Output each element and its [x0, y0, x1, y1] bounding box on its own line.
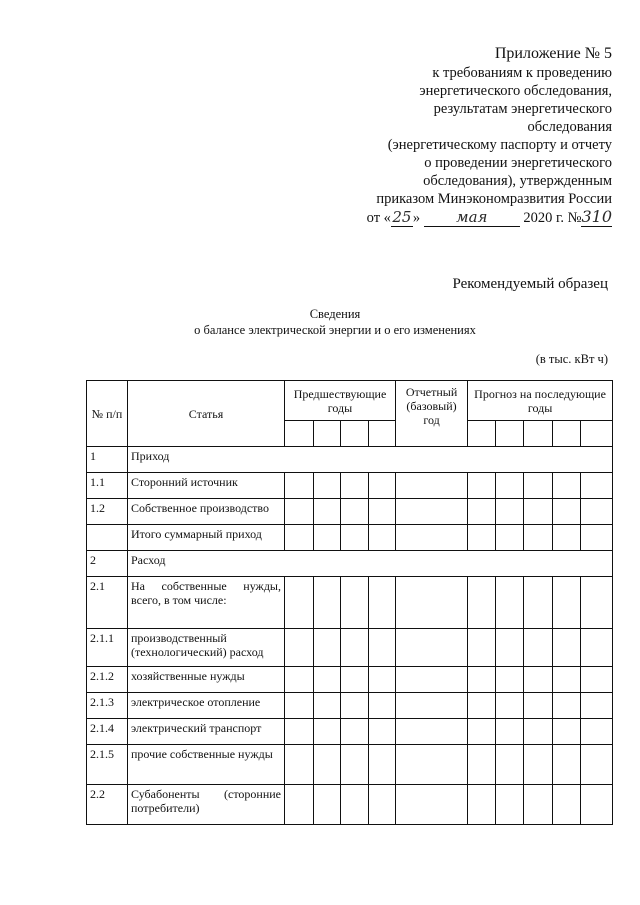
data-cell [553, 719, 581, 745]
row-number: 1.2 [87, 499, 128, 525]
data-cell [496, 577, 524, 629]
data-cell [341, 667, 369, 693]
row-number: 2.1.2 [87, 667, 128, 693]
data-cell [496, 667, 524, 693]
data-cell [468, 667, 496, 693]
data-cell [341, 473, 369, 499]
appendix-line: (энергетическому паспорту и отчету [387, 137, 612, 153]
appendix-line: обследования), утвержденным [423, 173, 612, 189]
data-cell [341, 499, 369, 525]
data-cell [468, 473, 496, 499]
order-month: мая [424, 208, 520, 227]
data-cell [524, 629, 553, 667]
data-cell [285, 525, 314, 551]
data-cell [314, 525, 341, 551]
data-cell [581, 577, 613, 629]
data-cell [468, 577, 496, 629]
data-cell [341, 745, 369, 785]
row-number: 2.2 [87, 785, 128, 825]
data-cell [496, 629, 524, 667]
row-label: электрический транспорт [128, 719, 285, 745]
data-cell [285, 577, 314, 629]
data-cell [396, 667, 468, 693]
data-cell [369, 667, 396, 693]
data-cell [468, 693, 496, 719]
data-cell [369, 629, 396, 667]
data-cell [581, 525, 613, 551]
data-cell [524, 577, 553, 629]
data-cell [468, 499, 496, 525]
data-cell [396, 577, 468, 629]
row-label: хозяйственные нужды [128, 667, 285, 693]
balance-table [86, 380, 613, 825]
year-cell [468, 421, 496, 447]
data-cell [369, 525, 396, 551]
data-cell [496, 693, 524, 719]
table-row [87, 473, 613, 499]
row-label: Собственное производство [128, 499, 285, 525]
data-cell [369, 693, 396, 719]
data-cell [496, 473, 524, 499]
table-row [87, 667, 613, 693]
data-cell [553, 745, 581, 785]
data-cell [396, 499, 468, 525]
row-label: На собственные нужды, всего, в том числе: [128, 577, 285, 629]
data-cell [341, 577, 369, 629]
data-cell [468, 785, 496, 825]
data-cell [581, 499, 613, 525]
data-cell [341, 525, 369, 551]
data-cell [285, 667, 314, 693]
table-row [87, 719, 613, 745]
data-cell [581, 473, 613, 499]
appendix-line: к требованиям к проведению [432, 65, 612, 81]
header-num: № п/п [87, 381, 128, 447]
row-label: Приход [128, 447, 613, 473]
data-cell [314, 719, 341, 745]
year-cell [553, 421, 581, 447]
data-cell [581, 745, 613, 785]
order-date-line [352, 208, 612, 227]
appendix-title: Приложение № 5 [494, 45, 612, 62]
data-cell [314, 629, 341, 667]
row-number: 2 [87, 551, 128, 577]
data-cell [285, 719, 314, 745]
data-cell [468, 525, 496, 551]
year-cell [314, 421, 341, 447]
year-cell [581, 421, 613, 447]
data-cell [553, 667, 581, 693]
row-number: 2.1.3 [87, 693, 128, 719]
data-cell [468, 719, 496, 745]
table-row [87, 577, 613, 629]
table-row [87, 499, 613, 525]
appendix-header [352, 44, 612, 227]
year-cell [496, 421, 524, 447]
data-cell [553, 473, 581, 499]
data-cell [396, 473, 468, 499]
order-number: 310 [581, 207, 612, 226]
data-cell [341, 629, 369, 667]
table-row [87, 693, 613, 719]
data-cell [553, 499, 581, 525]
data-cell [468, 745, 496, 785]
data-cell [396, 719, 468, 745]
data-cell [285, 693, 314, 719]
data-cell [285, 499, 314, 525]
table-row [87, 447, 613, 473]
row-label: электрическое отопление [128, 693, 285, 719]
table-row [87, 551, 613, 577]
data-cell [285, 785, 314, 825]
data-cell [396, 745, 468, 785]
row-label: Итого суммарный приход [128, 525, 285, 551]
data-cell [581, 719, 613, 745]
data-cell [285, 473, 314, 499]
table-row [87, 745, 613, 785]
data-cell [341, 785, 369, 825]
header-item: Статья [128, 381, 285, 447]
data-cell [396, 785, 468, 825]
table-row [87, 525, 613, 551]
row-label: прочие собственные нужды [128, 745, 285, 785]
data-cell [396, 525, 468, 551]
data-cell [369, 577, 396, 629]
data-cell [524, 785, 553, 825]
row-number [87, 525, 128, 551]
data-cell [496, 719, 524, 745]
row-number: 2.1 [87, 577, 128, 629]
appendix-line: энергетического обследования, [419, 83, 612, 99]
appendix-line: приказом Минэкономразвития России [376, 191, 612, 207]
data-cell [314, 473, 341, 499]
data-cell [314, 745, 341, 785]
data-cell [553, 577, 581, 629]
data-cell [369, 473, 396, 499]
data-cell [553, 525, 581, 551]
data-cell [496, 499, 524, 525]
document-title-line1: Сведения [309, 307, 361, 321]
order-date-mid: » [412, 210, 421, 226]
data-cell [496, 745, 524, 785]
data-cell [314, 667, 341, 693]
order-day: 25 [392, 208, 412, 226]
data-cell [314, 785, 341, 825]
data-cell [314, 577, 341, 629]
data-cell [524, 473, 553, 499]
data-cell [369, 745, 396, 785]
year-cell [524, 421, 553, 447]
data-cell [396, 629, 468, 667]
year-cell [285, 421, 314, 447]
recommended-sample-label: Рекомендуемый образец [452, 276, 608, 292]
document-title-line2: о балансе электрической энергии и о его изменениях [194, 323, 476, 337]
data-cell [369, 499, 396, 525]
data-cell [524, 745, 553, 785]
data-cell [581, 667, 613, 693]
data-cell [468, 629, 496, 667]
table-row [87, 629, 613, 667]
data-cell [341, 719, 369, 745]
order-date-prefix: от « [366, 210, 391, 226]
row-number: 2.1.1 [87, 629, 128, 667]
data-cell [314, 693, 341, 719]
appendix-line: о проведении энергетического [424, 155, 612, 171]
row-label: Субабоненты (сторонние потребители) [128, 785, 285, 825]
data-cell [285, 745, 314, 785]
header-forecast-years: Прогноз на последующие годы [468, 381, 613, 421]
year-cell [369, 421, 396, 447]
appendix-line: результатам энергетического [433, 101, 612, 117]
data-cell [524, 667, 553, 693]
data-cell [396, 693, 468, 719]
year-cell [341, 421, 369, 447]
data-cell [581, 785, 613, 825]
row-label: Расход [128, 551, 613, 577]
row-number: 2.1.5 [87, 745, 128, 785]
document-title [0, 306, 615, 338]
data-cell [369, 785, 396, 825]
data-cell [496, 525, 524, 551]
row-number: 2.1.4 [87, 719, 128, 745]
row-label: Сторонний источник [128, 473, 285, 499]
data-cell [581, 629, 613, 667]
data-cell [369, 719, 396, 745]
data-cell [553, 785, 581, 825]
data-cell [341, 693, 369, 719]
header-reporting-year: Отчетный (базовый) год [396, 381, 468, 447]
data-cell [524, 499, 553, 525]
data-cell [524, 719, 553, 745]
data-cell [581, 693, 613, 719]
data-cell [285, 629, 314, 667]
appendix-line: обследования [527, 119, 612, 135]
header-previous-years: Предшествующие годы [285, 381, 396, 421]
data-cell [496, 785, 524, 825]
row-number: 1.1 [87, 473, 128, 499]
data-cell [524, 693, 553, 719]
data-cell [314, 499, 341, 525]
data-cell [553, 629, 581, 667]
data-cell [524, 525, 553, 551]
order-year-text: 2020 г. № [523, 210, 582, 226]
data-cell [553, 693, 581, 719]
row-label: производственный (технологический) расход [128, 629, 285, 667]
table-row [87, 785, 613, 825]
units-label: (в тыс. кВт ч) [535, 352, 608, 366]
row-number: 1 [87, 447, 128, 473]
